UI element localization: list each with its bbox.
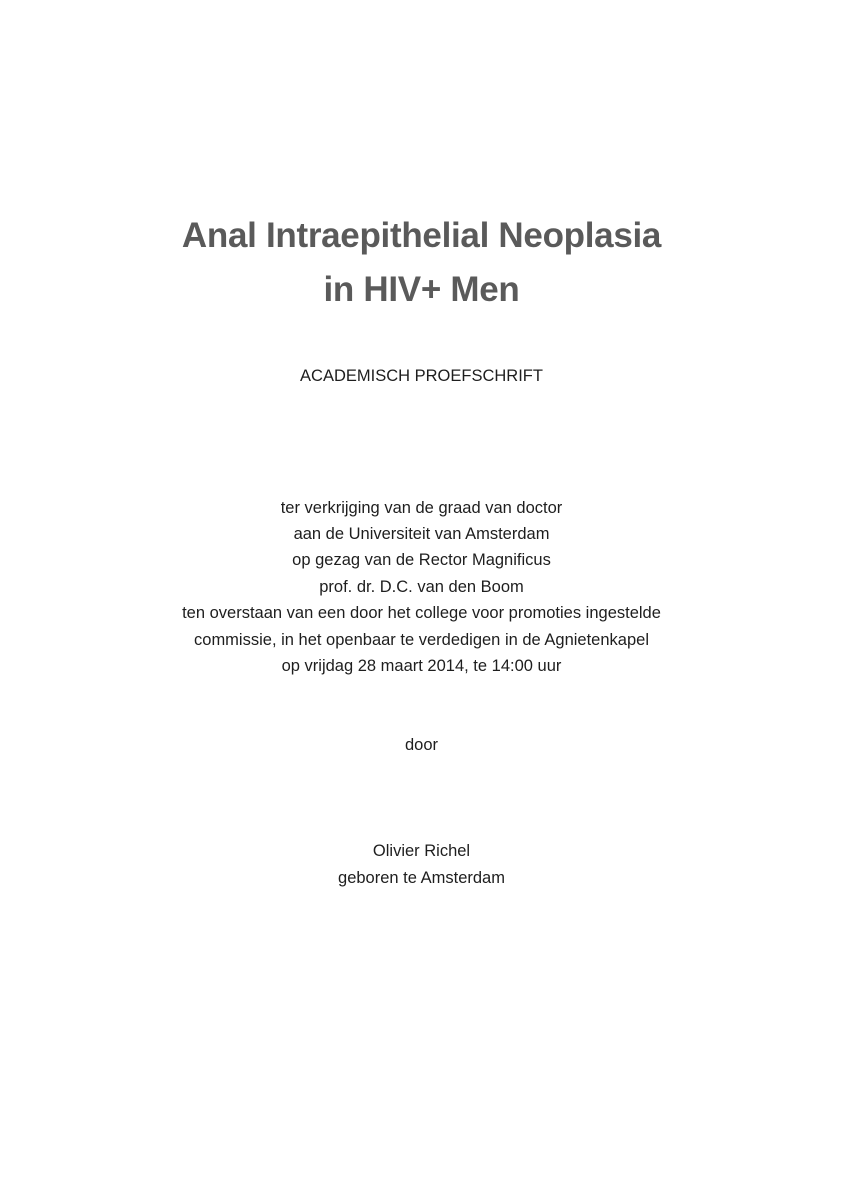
document-type: ACADEMISCH PROEFSCHRIFT	[300, 367, 543, 385]
degree-statement-line: prof. dr. D.C. van den Boom	[319, 578, 524, 596]
degree-statement-line: ter verkrijging van de graad van doctor	[280, 499, 563, 517]
author-birthplace: geboren te Amsterdam	[338, 869, 505, 887]
degree-statement-line: op vrijdag 28 maart 2014, te 14:00 uur	[281, 657, 562, 675]
thesis-title-line-1: Anal Intraepithelial Neoplasia	[181, 216, 662, 255]
degree-statement-line: aan de Universiteit van Amsterdam	[293, 525, 550, 543]
author-name: Olivier Richel	[372, 842, 471, 860]
thesis-title-line-2: in HIV+ Men	[323, 270, 520, 309]
degree-statement-line: ten overstaan van een door het college voor promoties ingestelde	[182, 604, 661, 622]
by-label: door	[404, 736, 439, 754]
degree-statement-line: op gezag van de Rector Magnificus	[292, 551, 551, 569]
degree-statement-line: commissie, in het openbaar te verdedigen in de Agnietenkapel	[194, 631, 649, 649]
